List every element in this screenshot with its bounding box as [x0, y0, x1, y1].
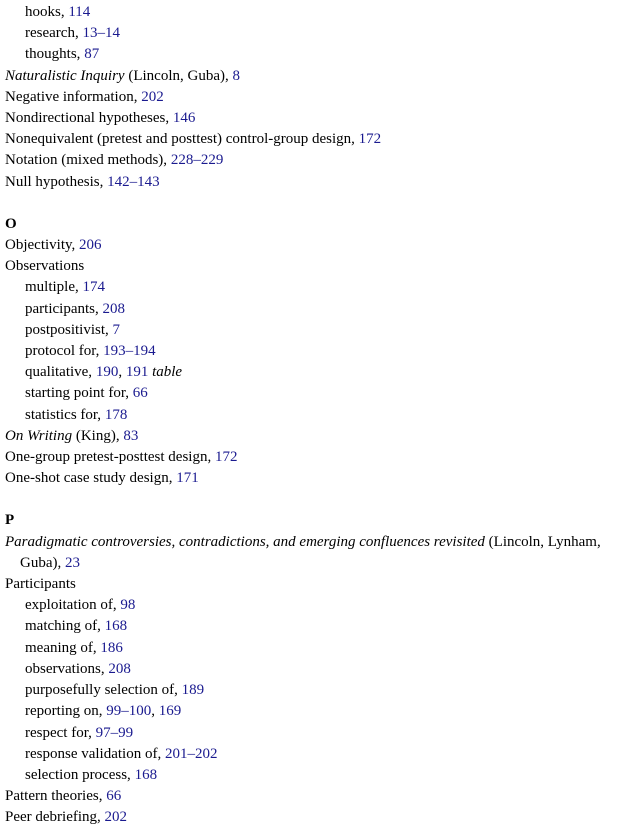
- page-reference-link[interactable]: 172: [358, 131, 382, 148]
- entry-text: multiple,: [25, 279, 83, 296]
- page-reference-link[interactable]: 201–202: [164, 745, 218, 762]
- page-reference-link[interactable]: 178: [104, 406, 128, 423]
- index-subentry: [5, 638, 638, 659]
- entry-text: One-shot case study design,: [5, 470, 177, 487]
- index-entry: [5, 172, 638, 193]
- entry-text: statistics for,: [25, 406, 105, 423]
- index-entry: [5, 256, 638, 277]
- page-reference-link[interactable]: 66: [106, 788, 122, 805]
- index-entry: [5, 129, 638, 150]
- index-subentry: [5, 341, 638, 362]
- page-reference-link[interactable]: 146: [172, 110, 196, 127]
- entry-text: research,: [25, 25, 83, 42]
- page-reference-link[interactable]: 13–14: [82, 25, 120, 42]
- entry-text: Participants: [5, 576, 76, 593]
- index-entry: [5, 87, 638, 108]
- entry-text: postpositivist,: [25, 321, 113, 338]
- page-reference-link[interactable]: 8: [232, 67, 240, 84]
- entry-text: Nondirectional hypotheses,: [5, 110, 173, 127]
- entry-text: exploitation of,: [25, 597, 121, 614]
- entry-text: response validation of,: [25, 745, 165, 762]
- page-reference-link[interactable]: 174: [82, 279, 105, 296]
- entry-text: Null hypothesis,: [5, 173, 108, 190]
- entry-text: One-group pretest-posttest design,: [5, 449, 215, 466]
- index-subentry: [5, 616, 638, 637]
- entry-text: protocol for,: [25, 343, 104, 360]
- entry-text: qualitative,: [25, 364, 96, 381]
- entry-text: respect for,: [25, 724, 96, 741]
- entry-text: Guba),: [20, 554, 65, 571]
- page-reference-link[interactable]: 190: [95, 364, 119, 381]
- index-entry: [5, 574, 638, 595]
- page-reference-link[interactable]: 228–229: [170, 152, 224, 169]
- entry-text: O: [5, 215, 17, 232]
- page-reference-link[interactable]: 193–194: [103, 343, 156, 360]
- page-reference-link[interactable]: 23: [65, 554, 80, 571]
- page-reference-link[interactable]: 169: [158, 703, 182, 720]
- index-subentry: [5, 44, 638, 65]
- page-reference-link[interactable]: 97–99: [95, 724, 134, 741]
- index-entry: [5, 235, 638, 256]
- section-gap: [5, 489, 638, 510]
- section-gap: [5, 193, 638, 214]
- entry-text: matching of,: [25, 618, 105, 635]
- page-reference-link[interactable]: 168: [134, 766, 158, 783]
- section-letter: [5, 510, 638, 531]
- page-reference-link[interactable]: 98: [120, 597, 136, 614]
- index-entry: [5, 426, 638, 447]
- entry-text: Nonequivalent (pretest and posttest) control-group design,: [5, 131, 359, 148]
- index-subentry: [5, 723, 638, 744]
- italic-title-text: table: [152, 364, 183, 381]
- page-reference-link[interactable]: 7: [112, 321, 121, 338]
- entry-text: Objectivity,: [5, 237, 80, 254]
- page-reference-link[interactable]: 168: [104, 618, 128, 635]
- index-entry: [5, 786, 638, 807]
- page-reference-link[interactable]: 208: [102, 300, 125, 317]
- italic-title-text: Naturalistic Inquiry: [5, 67, 125, 84]
- page-reference-link[interactable]: 87: [84, 46, 100, 63]
- page-reference-link[interactable]: 172: [214, 449, 238, 466]
- page-reference-link[interactable]: 202: [104, 809, 128, 826]
- page-reference-link[interactable]: 142–143: [107, 173, 160, 190]
- index-subentry: [5, 23, 638, 44]
- entry-text: P: [5, 512, 15, 529]
- index-subentry: [5, 362, 638, 383]
- entry-text: (King),: [72, 427, 124, 444]
- index-entry: [5, 532, 638, 553]
- index-subentry: [5, 595, 638, 616]
- page-reference-link[interactable]: 83: [123, 427, 139, 444]
- index-entry: [5, 807, 638, 828]
- entry-text: Notation (mixed methods),: [5, 152, 171, 169]
- italic-title-text: Paradigmatic controversies, contradictions, and emerging confluences revisited: [5, 533, 485, 550]
- index-subentry: [5, 680, 638, 701]
- index-subentry: [5, 320, 638, 341]
- entry-text: reporting on,: [25, 703, 107, 720]
- entry-text: purposefully selection of,: [25, 682, 182, 699]
- entry-text: starting point for,: [25, 385, 133, 402]
- index-subentry: [5, 701, 638, 722]
- page-reference-link[interactable]: 171: [176, 470, 199, 487]
- entry-text: observations,: [25, 660, 109, 677]
- index-entry: [5, 108, 638, 129]
- index-subentry: [5, 383, 638, 404]
- entry-text: (Lincoln, Lynham,: [484, 533, 601, 550]
- index-subentry: [5, 659, 638, 680]
- entry-text: meaning of,: [25, 639, 101, 656]
- page-reference-link[interactable]: 186: [100, 639, 123, 656]
- page-reference-link[interactable]: 99–100: [106, 703, 152, 720]
- italic-title-text: On Writing: [5, 427, 73, 444]
- page-reference-link[interactable]: 191: [125, 364, 149, 381]
- index-entry: [5, 150, 638, 171]
- index-entry: [5, 468, 638, 489]
- entry-text: participants,: [25, 300, 103, 317]
- page-reference-link[interactable]: 208: [108, 660, 131, 677]
- entry-text: selection process,: [25, 766, 135, 783]
- index-entry-continuation: [5, 553, 638, 574]
- index-subentry: [5, 765, 638, 786]
- entry-text: (Lincoln, Guba),: [124, 67, 233, 84]
- index-subentry: [5, 277, 638, 298]
- entry-text: Negative information,: [5, 88, 142, 105]
- index-subentry: [5, 299, 638, 320]
- page-reference-link[interactable]: 114: [68, 4, 91, 20]
- page-reference-link[interactable]: 206: [79, 237, 102, 254]
- entry-text: Observations: [5, 258, 85, 275]
- index-subentry: [5, 405, 638, 426]
- page-reference-link[interactable]: 202: [141, 88, 164, 105]
- entry-text: Pattern theories,: [5, 788, 107, 805]
- entry-text: ,: [151, 703, 159, 720]
- entry-text: ,: [118, 364, 126, 381]
- entry-text: thoughts,: [25, 46, 85, 63]
- entry-text: hooks,: [25, 4, 69, 20]
- entry-text: Peer debriefing,: [5, 809, 105, 826]
- section-letter: [5, 214, 638, 235]
- index-subentry: [5, 2, 638, 23]
- page-reference-link[interactable]: 66: [132, 385, 148, 402]
- index-entry: [5, 66, 638, 87]
- index-subentry: [5, 744, 638, 765]
- index-entry: [5, 447, 638, 468]
- page-reference-link[interactable]: 189: [181, 682, 205, 699]
